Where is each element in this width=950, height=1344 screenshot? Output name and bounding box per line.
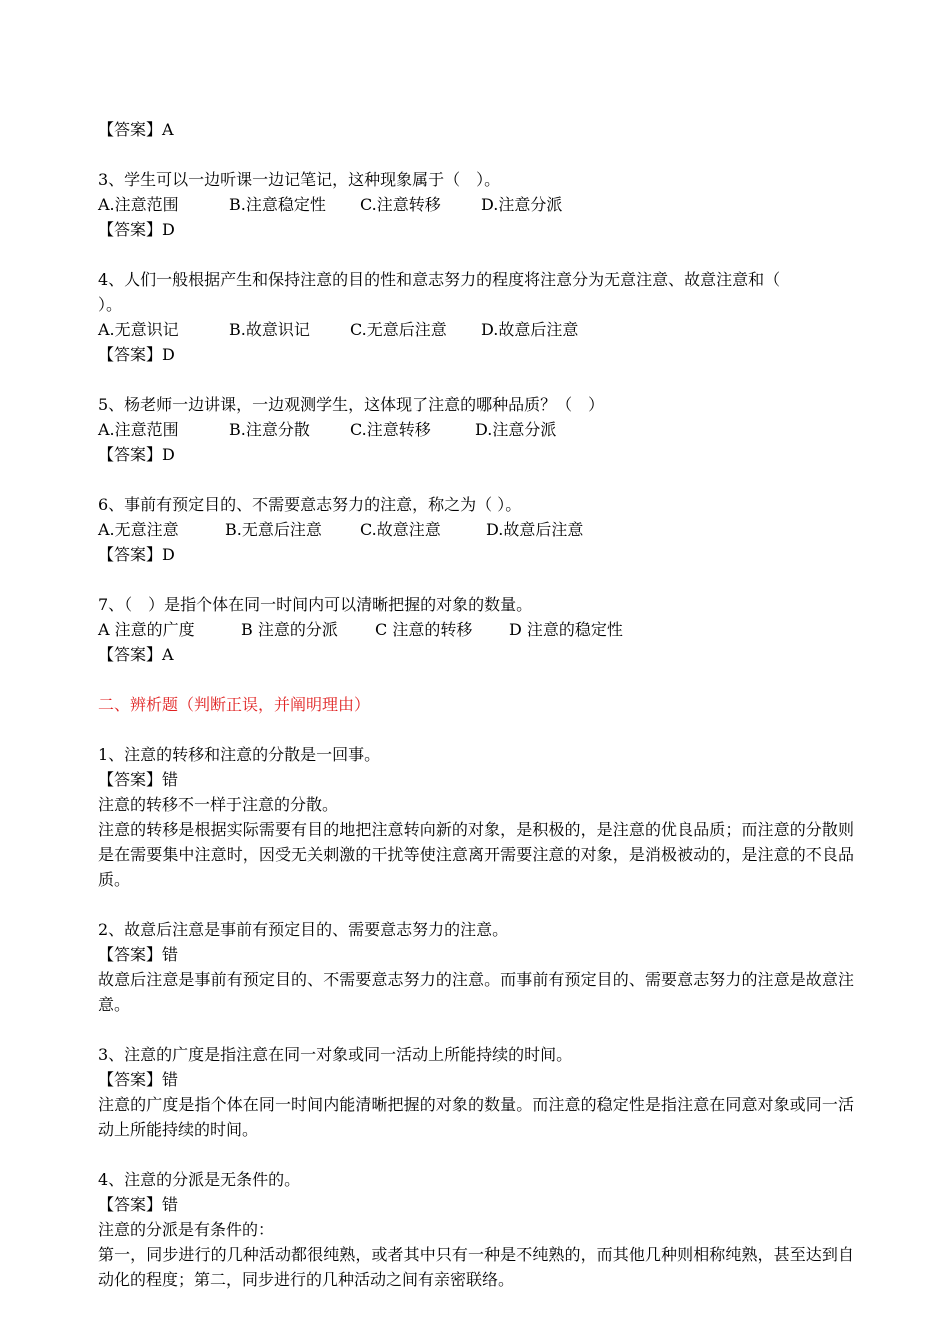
- answer-line: 【答案】D: [98, 445, 175, 464]
- answer-line: 【答案】错: [98, 945, 179, 964]
- option: B.故意识记: [229, 320, 310, 339]
- explanation-text: 注意的分派是有条件的：: [98, 1220, 275, 1239]
- question-stem: 4、人们一般根据产生和保持注意的目的性和意志努力的程度将注意分为无意注意、故意注意和（: [98, 270, 781, 289]
- analysis-stem: 4、注意的分派是无条件的。: [98, 1170, 301, 1189]
- document-content: [98, 117, 854, 1292]
- question-stem: 3、学生可以一边听课一边记笔记，这种现象属于（ ）。: [98, 170, 501, 189]
- option: D.注意分派: [481, 195, 563, 214]
- option: D.故意后注意: [486, 520, 584, 539]
- option: D.注意分派: [475, 420, 557, 439]
- answer-line: 【答案】错: [98, 1070, 179, 1089]
- answer-line: 【答案】A: [98, 120, 174, 139]
- option: C.注意转移: [360, 195, 441, 214]
- answer-line: 【答案】A: [98, 645, 174, 664]
- analysis-stem: 2、故意后注意是事前有预定目的、需要意志努力的注意。: [98, 920, 509, 939]
- option: B.注意稳定性: [229, 195, 326, 214]
- option: C.故意注意: [360, 520, 441, 539]
- explanation-text: 注意的广度是指个体在同一时间内能清晰把握的对象的数量。而注意的稳定性是指注意在同意对象或同一活动上所能持续的时间。: [98, 1095, 854, 1139]
- answer-line: 【答案】D: [98, 345, 175, 364]
- option: A.无意注意: [98, 520, 179, 539]
- answer-line: 【答案】错: [98, 1195, 179, 1214]
- question-stem: 5、杨老师一边讲课，一边观测学生，这体现了注意的哪种品质？（ ）: [98, 395, 605, 414]
- option: B 注意的分派: [241, 620, 338, 639]
- explanation-text: 第一，同步进行的几种活动都很纯熟，或者其中只有一种是不纯熟的，而其他几种则相称纯熟，甚至达到自动化的程度；第二，同步进行的几种活动之间有亲密联络。: [98, 1245, 854, 1289]
- explanation-text: 注意的转移不一样于注意的分散。: [98, 795, 339, 814]
- option: B.注意分散: [229, 420, 310, 439]
- option: A 注意的广度: [98, 620, 195, 639]
- option: D 注意的稳定性: [509, 620, 623, 639]
- question-options: [98, 517, 854, 542]
- question-stem: 7、（ ）是指个体在同一时间内可以清晰把握的对象的数量。: [98, 595, 533, 614]
- option: D.故意后注意: [481, 320, 579, 339]
- analysis-stem: 3、注意的广度是指注意在同一对象或同一活动上所能持续的时间。: [98, 1045, 573, 1064]
- explanation-text: 故意后注意是事前有预定目的、不需要意志努力的注意。而事前有预定目的、需要意志努力的注意是故意注意。: [98, 970, 854, 1014]
- question-options: [98, 617, 854, 642]
- question-options: [98, 417, 854, 442]
- analysis-stem: 1、注意的转移和注意的分散是一回事。: [98, 745, 381, 764]
- answer-line: 【答案】D: [98, 220, 175, 239]
- option: C.无意后注意: [350, 320, 447, 339]
- question-stem: 6、事前有预定目的、不需要意志努力的注意，称之为（ ）。: [98, 495, 522, 514]
- explanation-text: 注意的转移是根据实际需要有目的地把注意转向新的对象，是积极的，是注意的优良品质；而注意的分散则是在需要集中注意时，因受无关刺激的干扰等使注意离开需要注意的对象，是消极被动的，是注意的不良品质。: [98, 820, 854, 889]
- option: A.无意识记: [98, 320, 179, 339]
- option: B.无意后注意: [225, 520, 322, 539]
- option: A.注意范围: [98, 420, 179, 439]
- question-stem-continued: ）。: [98, 295, 123, 314]
- answer-line: 【答案】错: [98, 770, 179, 789]
- option: A.注意范围: [98, 195, 179, 214]
- question-options: [98, 192, 854, 217]
- answer-line: 【答案】D: [98, 545, 175, 564]
- question-options: [98, 317, 854, 342]
- option: C 注意的转移: [375, 620, 473, 639]
- section-heading: 二、辨析题（判断正误，并阐明理由）: [98, 695, 371, 714]
- option: C.注意转移: [350, 420, 431, 439]
